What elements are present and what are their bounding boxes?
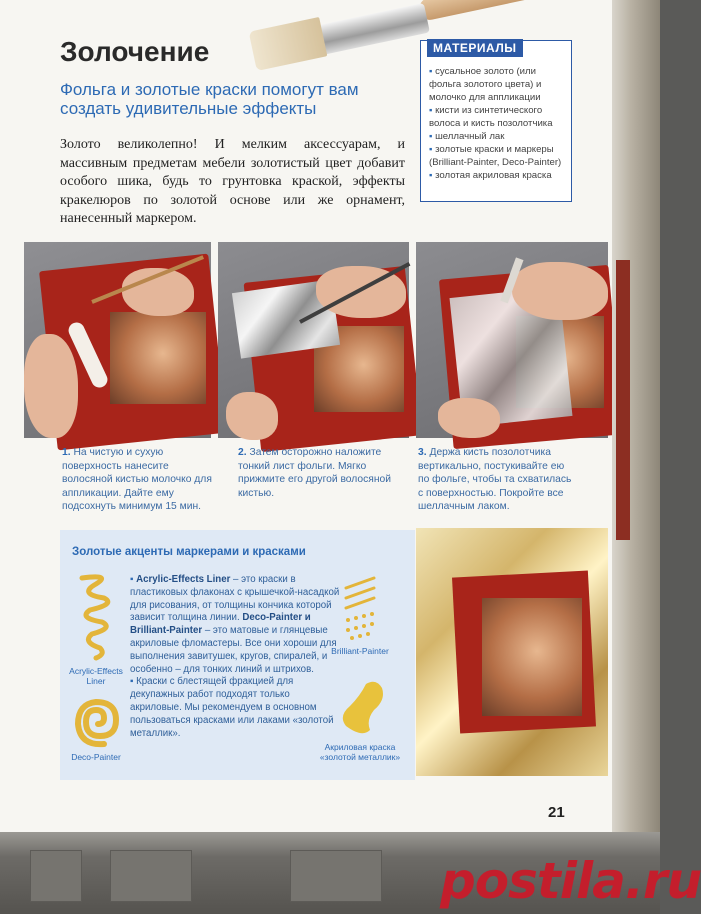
step-1-photo	[24, 242, 211, 438]
page-number: 21	[548, 804, 565, 821]
materials-list	[421, 41, 571, 182]
label-liner: Acrylic-Effects Liner	[69, 666, 123, 686]
materials-heading: МАТЕРИАЛЫ	[427, 39, 523, 57]
brush-bristles	[249, 17, 328, 71]
step-3-photo	[416, 242, 608, 438]
acrylic-paint-swatch-icon	[336, 676, 386, 738]
page-title: Золочение	[60, 36, 210, 67]
tips-title: Золотые акценты маркерами и красками	[72, 546, 306, 558]
label-acrylic: Акриловая краска «золотой металлик»	[319, 742, 401, 762]
label-brilliant: Brilliant-Painter	[331, 646, 389, 656]
scanner-clip	[110, 850, 192, 902]
scanner-clip	[290, 850, 382, 902]
hand	[438, 398, 500, 438]
step-2-caption: 2. Затем осторожно наложите тонкий лист фольги. Мягко прижмите его другой волосяной кистью.	[238, 447, 392, 499]
materials-box	[420, 40, 572, 202]
tips-box	[60, 530, 415, 780]
liner-squiggle-icon	[76, 572, 118, 662]
hand	[24, 334, 78, 438]
materials-item: ▪ золотые краски и маркеры (Brilliant-Painter, Deco-Painter)	[429, 144, 562, 168]
hand	[512, 262, 608, 320]
materials-item: ▪ сусальное золото (или фольга золотого цвета) и молочко для аппликации	[429, 66, 542, 103]
cherub-picture	[482, 598, 582, 716]
materials-item: ▪ золотая акриловая краска	[429, 170, 552, 181]
materials-item: ▪ шеллачный лак	[429, 131, 505, 142]
watermark: postila.ru	[440, 852, 701, 910]
step-1-caption: 1. На чистую и сухую поверхность нанесите волосяной кистью молочко для аппликации. Дайте ему подсохнуть минимум 15 мин.	[62, 447, 212, 512]
book-spine-edge	[616, 260, 630, 540]
finished-frame-photo	[416, 528, 608, 776]
cherub-picture	[110, 312, 206, 404]
label-deco: Deco-Painter	[71, 752, 121, 762]
brilliant-strokes-icon	[340, 574, 380, 644]
hand	[226, 392, 278, 440]
tips-text: ▪ Acrylic-Effects Liner – это краски в пластиковых флаконах с крышечкой-насадкой для рисования, от толщины кончика которой зависит толщина линии. Deco-Painter и Brilliant-Painter – это матовые и глянцевые акриловые фломастеры. Все они хороши для выполнения завитушек, кругов, спиралей, и особенно – для тонких линий и штрихов. ▪ Краски с блестящей фракцией для декупажных работ подходят только акриловые. Мы рекомендуем в основном пользоваться красками или лаками «золотой металлик».	[130, 574, 340, 739]
intro-paragraph: Золото великолепно! И мелким аксессуарам, и массивным предметам мебели золотистый цвет добавит особого шика, будь то грунтовка краской, эффекты кракелюров по золотой основе или же орнамент, нанесенный маркером.	[60, 137, 405, 226]
brush-handle	[418, 0, 608, 22]
deco-spiral-icon	[74, 696, 122, 750]
page-subtitle: Фольга и золотые краски помогут вам создать удивительные эффекты	[60, 80, 359, 118]
materials-item: ▪ кисти из синтетического волоса и кисть позолотчика	[429, 105, 553, 129]
step-2-photo	[218, 242, 409, 438]
step-3-caption: 3. Держа кисть позолотчика вертикально, постукивайте ею по фольге, чтобы та схватилась с поверхностью. Покройте все шеллачным лаком.	[418, 447, 572, 512]
scanner-clip	[30, 850, 82, 902]
brush-ferrule	[316, 3, 430, 55]
